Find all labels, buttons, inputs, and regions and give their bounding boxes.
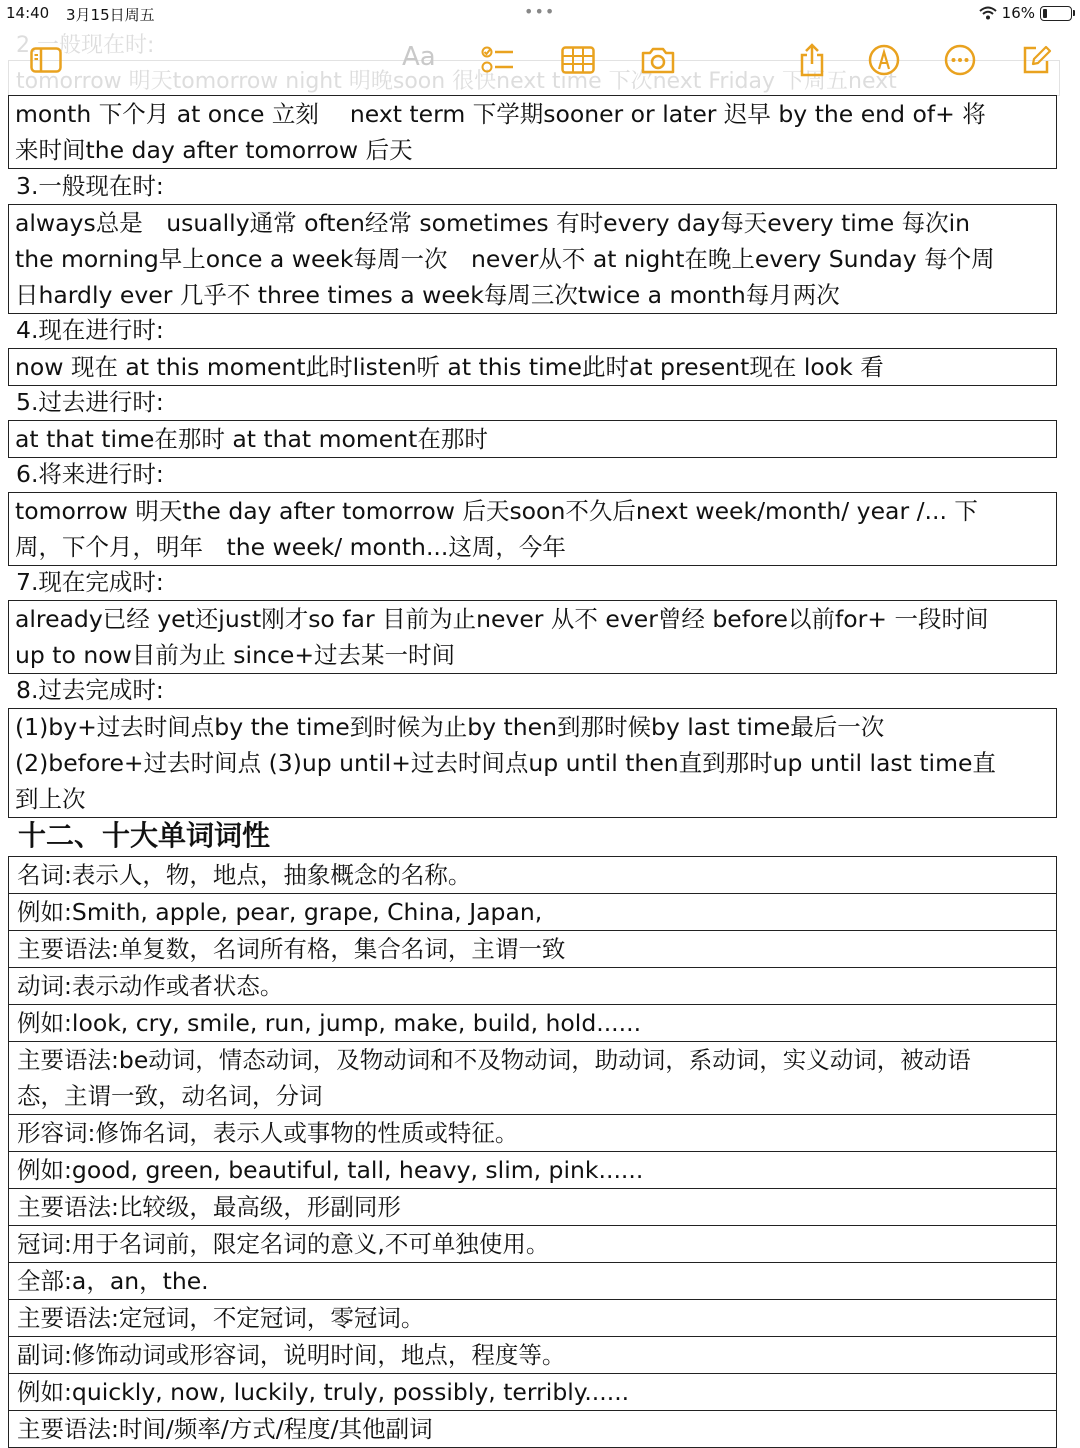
table-row <box>9 1411 1057 1448</box>
status-right <box>979 4 1072 22</box>
text-line: tomorrow 明天the day after tomorrow 后天soon不久后next week/month/ year /... 下 <box>15 497 978 525</box>
table-row <box>9 1374 1057 1411</box>
tense-label: 4.现在进行时: <box>16 316 164 344</box>
tense-box-present-perfect <box>8 600 1057 674</box>
checklist-icon[interactable] <box>480 44 516 76</box>
table-cell: 例如:quickly, now, luckily, truly, possibly, terribly...... <box>9 1374 1057 1411</box>
section-heading: 十二、十大单词词性 <box>18 819 271 852</box>
battery-percent: 16% <box>1001 4 1035 22</box>
tense-box-present-continuous <box>8 348 1057 386</box>
status-time: 14:40 <box>6 4 50 22</box>
scrolled-ghost-label: 2.一般现在时: <box>16 33 155 58</box>
tense-label: 5.过去进行时: <box>16 388 164 416</box>
text-line: already已经 yet还just刚才so far 目前为止never 从不 ever曾经 before以前for+ 一段时间 <box>15 605 989 633</box>
table-cell: 主要语法:单复数，名词所有格，集合名词，主谓一致 <box>9 931 1057 968</box>
table-cell: 主要语法:时间/频率/方式/程度/其他副词 <box>9 1411 1057 1448</box>
wifi-icon <box>979 6 997 20</box>
text-line: up to now目前为止 since+过去某一时间 <box>15 641 456 669</box>
camera-icon[interactable] <box>640 44 676 76</box>
text-line: (2)before+过去时间点 (3)up until+过去时间点up until then直到那时up until last time直 <box>15 749 996 777</box>
table-row <box>9 894 1057 931</box>
text-line: (1)by+过去时间点by the time到时候为止by then到那时候by last time最后一次 <box>15 713 885 741</box>
tense-label: 6.将来进行时: <box>16 460 164 488</box>
table-cell: 动词:表示动作或者状态。 <box>9 968 1057 1005</box>
more-icon[interactable] <box>942 44 978 76</box>
share-icon[interactable] <box>794 44 830 76</box>
table-row <box>9 1300 1057 1337</box>
status-bar <box>0 0 1080 28</box>
text-line: 来时间the day after tomorrow 后天 <box>15 136 413 164</box>
notes-toolbar <box>0 30 1080 90</box>
table-row <box>9 1115 1057 1152</box>
table-cell: 主要语法:比较级，最高级，形副同形 <box>9 1189 1057 1226</box>
tense-box-past-perfect <box>8 708 1057 818</box>
battery-level <box>1043 9 1047 18</box>
markup-pen-icon[interactable] <box>866 44 902 76</box>
text-format-button[interactable]: Aa <box>402 42 436 72</box>
table-row <box>9 1005 1057 1042</box>
tense-box-future-continuous <box>8 492 1057 566</box>
text-line: month 下个月 at once 立刻 next term 下学期sooner or later 迟早 by the end of+ 将 <box>15 100 986 128</box>
tense-label: 3.一般现在时: <box>16 172 164 200</box>
table-row <box>9 1042 1057 1115</box>
table-cell: 例如:look, cry, smile, run, jump, make, build, hold...... <box>9 1005 1057 1042</box>
table-cell: 形容词:修饰名词，表示人或事物的性质或特征。 <box>9 1115 1057 1152</box>
table-cell: 副词:修饰动词或形容词，说明时间，地点，程度等。 <box>9 1337 1057 1374</box>
tense-label: 7.现在完成时: <box>16 568 164 596</box>
table-cell: 冠词:用于名词前，限定名词的意义,不可单独使用。 <box>9 1226 1057 1263</box>
text-line: at that time在那时 at that moment在那时 <box>15 425 488 453</box>
table-row <box>9 931 1057 968</box>
parts-of-speech-table <box>8 856 1057 1448</box>
text-line: 日hardly ever 几乎不 three times a week每周三次twice a month每月两次 <box>15 281 840 309</box>
scrolled-ghost-line: tomorrow 明天tomorrow night 明晚soon 很快next time 下次next Friday 下周五next <box>16 69 897 94</box>
text-line: 到上次 <box>15 785 86 813</box>
table-cell: 全部:a，an，the. <box>9 1263 1057 1300</box>
tense-box-past-continuous <box>8 420 1057 458</box>
table-row <box>9 1152 1057 1189</box>
tense-label: 8.过去完成时: <box>16 676 164 704</box>
text-line: 周，下个月，明年 the week/ month...这周，今年 <box>15 533 566 561</box>
table-row <box>9 1189 1057 1226</box>
text-line: 主要语法:be动词，情态动词，及物动词和不及物动词，助动词，系动词，实义动词，被动语 <box>17 1046 971 1074</box>
table-cell: 主要语法:定冠词，不定冠词，零冠词。 <box>9 1300 1057 1337</box>
table-cell: 名词:表示人，物，地点，抽象概念的名称。 <box>9 857 1057 894</box>
tense-box-present-simple <box>8 204 1057 314</box>
text-line: the morning早上once a week每周一次 never从不 at night在晚上every Sunday 每个周 <box>15 245 995 273</box>
table-row <box>9 857 1057 894</box>
text-line: now 现在 at this moment此时listen听 at this time此时at present现在 look 看 <box>15 353 884 381</box>
compose-icon[interactable] <box>1018 44 1054 76</box>
table-icon[interactable] <box>560 44 596 76</box>
battery-icon <box>1040 6 1072 21</box>
table-row <box>9 1263 1057 1300</box>
table-cell: 例如:Smith, apple, pear, grape, China, Japan, <box>9 894 1057 931</box>
table-cell: 例如:good, green, beautiful, tall, heavy, slim, pink...... <box>9 1152 1057 1189</box>
status-date: 3月15日周五 <box>66 6 155 24</box>
multitasking-dots-icon[interactable]: ••• <box>524 2 556 21</box>
table-row <box>9 1337 1057 1374</box>
tense-box-future-simple <box>8 95 1057 169</box>
sidebar-icon[interactable] <box>28 44 64 76</box>
table-row <box>9 968 1057 1005</box>
table-cell <box>9 1042 1057 1115</box>
text-line: 态，主谓一致，动名词，分词 <box>17 1082 323 1110</box>
text-line: always总是 usually通常 often经常 sometimes 有时every day每天every time 每次in <box>15 209 971 237</box>
table-row <box>9 1226 1057 1263</box>
